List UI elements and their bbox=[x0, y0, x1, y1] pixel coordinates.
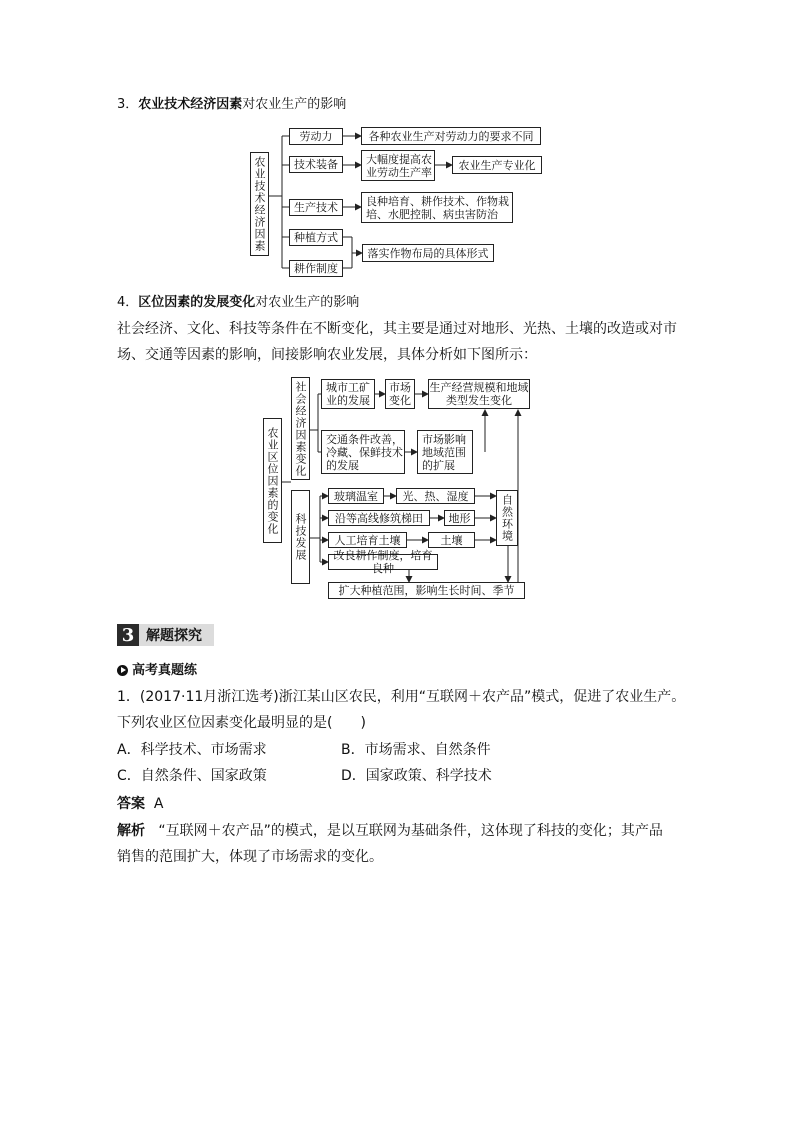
question-line2: 下列农业区位因素变化最明显的是( ) bbox=[117, 715, 366, 731]
option-d: D．国家政策、科学技术 bbox=[341, 768, 492, 784]
artificial-soil-box: 人工培育土壤 bbox=[328, 532, 407, 548]
diagram1-root: 农业技术经济因素 bbox=[250, 152, 269, 256]
item-planting: 种植方式 bbox=[289, 229, 343, 246]
section4-heading: 4．区位因素的发展变化对农业生产的影响 bbox=[117, 295, 360, 310]
effect-production-tech: 良种培育、耕作技术、作物栽培、水肥控制、病虫害防治 bbox=[361, 192, 513, 223]
analysis-label: 解析 bbox=[117, 823, 145, 839]
terrace-box: 沿等高线修筑梯田 bbox=[328, 510, 430, 526]
section4-para-line2: 场、交通等因素的影响，间接影响农业发展，具体分析如下图所示： bbox=[117, 347, 537, 363]
badge-title: 解题探究 bbox=[146, 628, 202, 644]
badge-number: 3 bbox=[117, 624, 139, 646]
item-farming-system: 耕作制度 bbox=[289, 260, 343, 277]
greenhouse-box: 玻璃温室 bbox=[328, 488, 384, 504]
tech-development-box: 科技发展 bbox=[291, 490, 310, 584]
improve-system-box: 改良耕作制度，培育良种 bbox=[328, 554, 438, 570]
transport-box: 交通条件改善，冷藏、保鲜技术的发展 bbox=[321, 430, 405, 474]
scale-change-box: 生产经营规模和地域类型发生变化 bbox=[429, 381, 529, 407]
item-equipment: 技术装备 bbox=[289, 156, 343, 173]
effect-labor: 各种农业生产对劳动力的要求不同 bbox=[361, 127, 541, 145]
item-labor: 劳动力 bbox=[289, 128, 343, 145]
answer-value: A bbox=[153, 796, 164, 812]
option-b: B．市场需求、自然条件 bbox=[341, 742, 491, 758]
effect-planting: 落实作物布局的具体形式 bbox=[362, 244, 494, 262]
answer-row bbox=[117, 795, 163, 813]
answer-label: 答案 bbox=[117, 796, 145, 812]
expand-range-box: 扩大种植范围，影响生长时间、季节 bbox=[328, 582, 525, 599]
question-line1: 1．(2017·11月浙江选考)浙江某山区农民，利用“互联网＋农产品”模式，促进了农业生产。 bbox=[117, 689, 686, 705]
light-heat-box: 光、热、湿度 bbox=[396, 488, 475, 504]
urban-industry-box: 城市工矿业的发展 bbox=[321, 379, 375, 409]
soil-box: 土壤 bbox=[428, 532, 475, 548]
option-c: C．自然条件、国家政策 bbox=[117, 768, 267, 784]
social-economic-box: 社会经济因素变化 bbox=[291, 377, 310, 480]
analysis-line2: 销售的范围扩大，体现了市场需求的变化。 bbox=[117, 849, 383, 865]
exercise-label: 高考真题练 bbox=[132, 663, 198, 678]
section4-para-line1: 社会经济、文化、科技等条件在不断变化，其主要是通过对地形、光热、土壤的改造或对市 bbox=[117, 321, 677, 337]
effect-specialization: 农业生产专业化 bbox=[452, 156, 542, 174]
section-badge bbox=[117, 624, 214, 646]
market-range-box: 市场影响地域范围的扩展 bbox=[417, 430, 473, 474]
play-triangle-icon bbox=[117, 665, 128, 676]
terrain-box: 地形 bbox=[444, 510, 475, 526]
section3-heading: 3．农业技术经济因素对农业生产的影响 bbox=[117, 97, 347, 112]
effect-equipment: 大幅度提高农业劳动生产率 bbox=[361, 150, 435, 181]
analysis-line1: 解析 “互联网＋农产品”的模式，是以互联网为基础条件，这体现了科技的变化；其产品 bbox=[117, 823, 663, 839]
natural-env-box: 自然环境 bbox=[496, 490, 518, 546]
option-a: A．科学技术、市场需求 bbox=[117, 742, 267, 758]
diagram2-root: 农业区位因素的变化 bbox=[263, 418, 282, 543]
market-change-box: 市场变化 bbox=[385, 379, 415, 409]
item-production-tech: 生产技术 bbox=[289, 199, 343, 216]
